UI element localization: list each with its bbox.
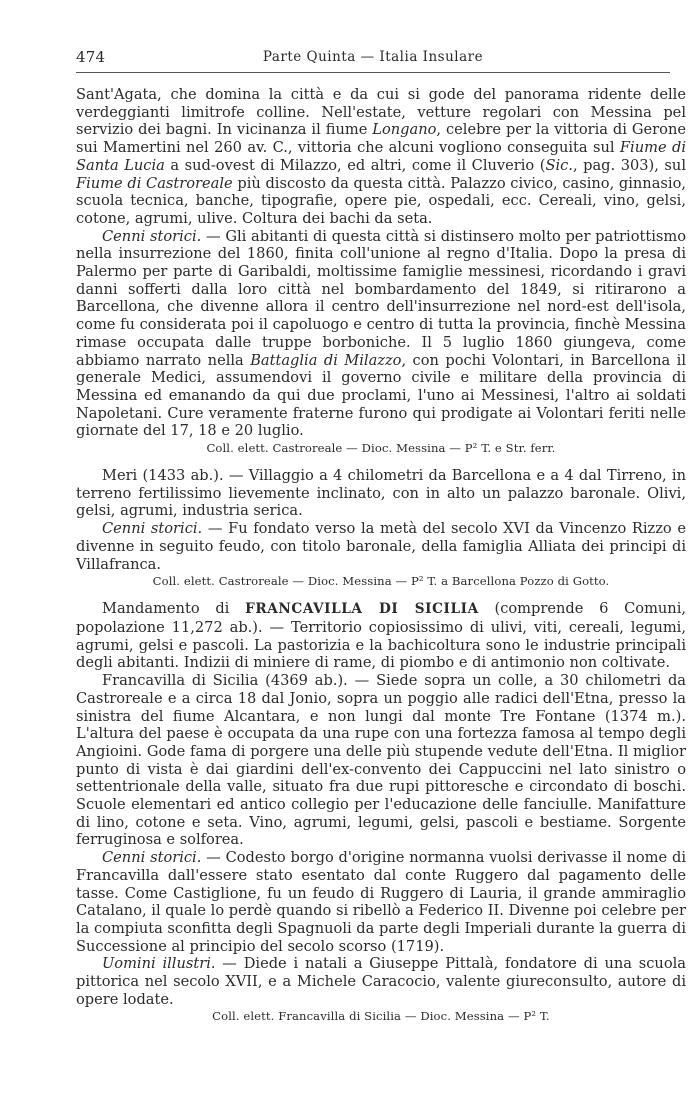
running-head (76, 48, 670, 70)
italic-run: Sic. (545, 156, 573, 174)
paragraph-uomini-illustri (76, 955, 686, 1008)
italic-run: Longano (372, 121, 437, 139)
text-run: a sud-ovest di Milazzo, ed altri, come il Cluverio ( (164, 156, 546, 174)
section-label: Cenni storici. (102, 849, 202, 867)
text-run: — Codesto borgo d'origine normanna vuolsi derivasse il nome di Francavilla dall'essere stato esentato dal conte Ruggero dal pagamento delle tasse. Come Castiglione, fu un feudo di Ruggero di Lauria, il grande ammiraglio Catalano, il quale lo perdè quando si ribellò a Federico II. Divenne poi celebre per la compiuta sconfitta degli Spagnuoli da parte degli Imperiali durante la guerra di Successione al principio del secolo scorso (1719). (76, 849, 686, 955)
mandamento-name: FRANCAVILLA DI SICILIA (245, 601, 479, 618)
text-run: (comprende 6 Comuni, popolazione 11,272 ab.). — Territorio copiosissimo di ulivi, viti, cereali, legumi, agrumi, gelsi e pascoli. La pastorizia e la bachicoltura sono le industrie principali degli abitanti. Indizii di miniere di rame, di piombo e di antimonio non coltivate. (76, 600, 687, 672)
main-text (76, 86, 686, 1024)
italic-run: Battaglia di Milazzo (250, 351, 402, 369)
paragraph-santagata (76, 86, 686, 228)
page-number: 474 (76, 48, 106, 66)
collegio-line-francavilla: Coll. elett. Francavilla di Sicilia — Dioc. Messina — P² T. (212, 1009, 550, 1024)
text-run: , pag. 303), sul (572, 156, 686, 174)
section-label: Uomini illustri. (102, 955, 216, 973)
text-run: — Diede i natali a Giuseppe Pittalà, fondatore di una scuola pittorica nel secolo XVII, e a Michele Caracocio, valente giureconsulto, autore di opere lodate. (76, 955, 686, 1008)
section-label: Cenni storici. (102, 227, 202, 245)
paragraph-mandamento-francavilla (76, 600, 686, 672)
text-run: , celebre per la vittoria di Gerone sui Mamertini nel 260 av. C., vittoria che alcuni vogliono conseguita sul (76, 121, 686, 157)
collegio-line-barcellona: Coll. elett. Castroreale — Dioc. Messina — P² T. e Str. ferr. (206, 441, 556, 456)
text-run: — Gli abitanti di questa città si distinsero molto per patriottismo nella insurrezione del 1860, finita coll'unione al regno d'Italia. Dopo la presa di Palermo per parte di Garibaldi, moltissime famiglie messinesi, ricordando i gravi danni sofferti dalla loro città nel bombardamento del 1849, si ritirarono a Barcellona, che divenne allora il centro dell'insurrezione nel nord-est dell'isola, come fu considerata poi il capoluogo e centro di tutta la provincia, finchè Messina rimase occupata dalle truppe borboniche. Il 5 luglio 1860 giungeva, come abbiamo narrato nella (76, 227, 686, 369)
italic-run: Fiume di Castroreale (76, 174, 233, 192)
running-title: Parte Quinta — Italia Insulare (262, 49, 484, 65)
header-rule (76, 72, 670, 73)
text-run: Sant'Agata, che domina la città e da cui si gode del panorama ridente delle verdeggianti limitrofe colline. Nell'estate, vetture regolari con Messina pel servizio dei bagni. In vicinanza il fiume (76, 86, 686, 139)
paragraph-cenni-storici-francavilla (76, 849, 686, 955)
italic-run: Fiume di Santa Lucia (76, 139, 686, 174)
spacer (76, 589, 686, 600)
text-run: Mandamento di (102, 600, 246, 618)
text-run: — Fu fondato verso la metà del secolo XVI da Vincenzo Rizzo e divenne in seguito feudo, con titolo baronale, della famiglia Alliata dei principi di Villafranca. (76, 520, 687, 573)
spacer (76, 456, 686, 467)
text-run: più discosto da questa città. Palazzo civico, casino, ginnasio, scuola tecnica, banche, tipografie, opere pie, ospedali, ecc. Cereali, vino, gelsi, cotone, agrumi, ulive. Coltura dei bachi da seta. (76, 174, 686, 227)
paragraph-cenni-storici-barcellona (76, 228, 686, 440)
text-run: , con pochi Volontari, in Barcellona il generale Medici, assumendovi il governo civile e militare della provincia di Messina ed emanando da qui due proclami, l'uno ai Messinesi, l'altro ai soldati Napoletani. Cure veramente fraterne furono qui prodigate ai Volontari feriti nelle giornate del 17, 18 e 20 luglio. (76, 351, 687, 440)
paragraph-cenni-storici-meri (76, 520, 686, 573)
paragraph-meri: Meri (1433 ab.). — Villaggio a 4 chilometri da Barcellona e a 4 dal Tirreno, in terreno fertilissimo lievemente inclinato, con in alto un palazzo baronale. Olivi, gelsi, agrumi, industria serica. (76, 467, 686, 520)
section-label: Cenni storici. (102, 520, 203, 538)
paragraph-francavilla: Francavilla di Sicilia (4369 ab.). — Siede sopra un colle, a 30 chilometri da Castroreale e a circa 18 dal Jonio, sopra un poggio alle radici dell'Etna, presso la sinistra del fiume Alcantara, e non lungi dal monte Tre Fontane (1374 m.). L'altura del paese è occupata da una rupe con una fortezza famosa al tempo degli Angioini. Gode fama di porgere una delle più stupende vedute dell'Etna. Il miglior punto di vista è dai giardini dell'ex-convento dei Cappuccini nel lato sinistro o settentrionale della valle, situato fra due rupi pittoresche e circondato di boschi. Scuole elementari ed antico collegio per l'educazione delle fanciulle. Manifatture di lino, cotone e seta. Vino, agrumi, legumi, gelsi, pascoli e bestiame. Sorgente ferruginosa e solforea. (76, 672, 686, 849)
collegio-line-meri: Coll. elett. Castroreale — Dioc. Messina — P² T. a Barcellona Pozzo di Gotto. (152, 574, 610, 589)
